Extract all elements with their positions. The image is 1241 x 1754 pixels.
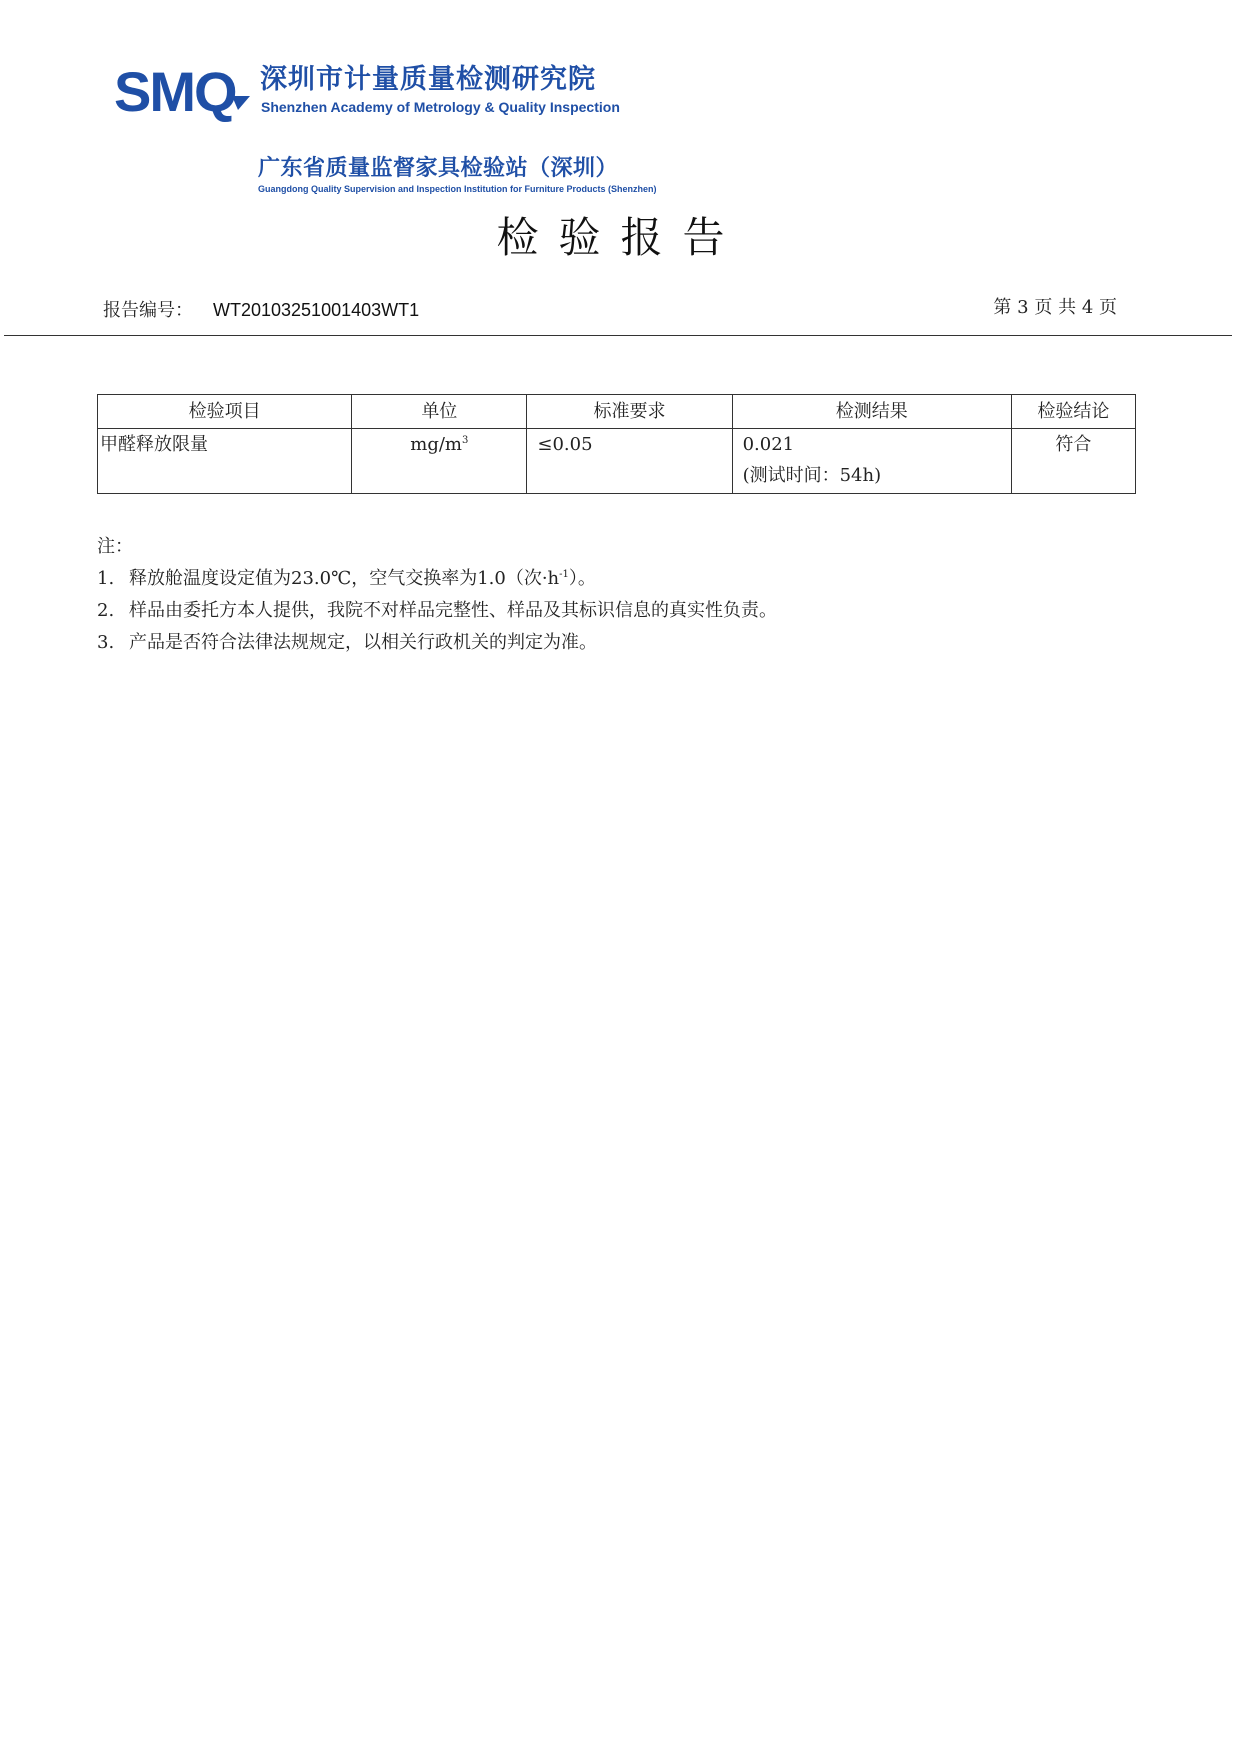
column-header-unit: 单位 bbox=[352, 395, 527, 429]
report-number-value: WT20103251001403WT1 bbox=[213, 300, 420, 320]
notes-section bbox=[97, 531, 1097, 659]
notes-heading: 注： bbox=[97, 536, 133, 557]
column-header-item: 检验项目 bbox=[98, 395, 352, 429]
note-number: 1. bbox=[97, 568, 115, 589]
results-table bbox=[97, 394, 1136, 494]
page-prefix: 第 bbox=[993, 297, 1012, 318]
unit-base: mg/m bbox=[410, 434, 462, 455]
note-item bbox=[97, 563, 1097, 595]
page-total: 4 bbox=[1081, 297, 1094, 318]
table-row bbox=[98, 429, 1136, 494]
result-value: 0.021 bbox=[742, 434, 795, 455]
unit-exponent: 3 bbox=[461, 435, 469, 446]
table-header-row bbox=[98, 395, 1136, 429]
column-header-result: 检测结果 bbox=[732, 395, 1011, 429]
cell-result bbox=[732, 429, 1011, 494]
page-mid: 页 共 bbox=[1034, 297, 1077, 318]
cell-item bbox=[98, 429, 352, 494]
station-logo bbox=[258, 156, 657, 195]
station-name-en: Guangdong Quality Supervision and Inspection Institution for Furniture Products (Shenzhen) bbox=[258, 184, 657, 194]
report-number-row bbox=[103, 298, 419, 323]
item-name: 甲醛释放限量 bbox=[100, 434, 208, 455]
note-text-end: ）。 bbox=[568, 568, 596, 589]
conclusion-value: 符合 bbox=[1055, 434, 1092, 455]
unit-value bbox=[352, 429, 526, 460]
cell-unit bbox=[352, 429, 527, 494]
note-item bbox=[97, 595, 1097, 627]
report-number-label: 报告编号： bbox=[103, 300, 193, 321]
page-current: 3 bbox=[1017, 297, 1029, 318]
note-item bbox=[97, 627, 1097, 659]
institute-logo bbox=[114, 62, 634, 124]
note-text: 产品是否符合法律法规规定，以相关行政机关的判定为准。 bbox=[129, 632, 597, 653]
note-exponent: -1 bbox=[559, 569, 569, 580]
result-note: (测试时间：54h) bbox=[742, 465, 882, 486]
column-header-conclusion: 检验结论 bbox=[1011, 395, 1135, 429]
cell-requirement bbox=[527, 429, 732, 494]
requirement-value: ≤0.05 bbox=[537, 434, 593, 455]
document-title: 检验报告 bbox=[496, 213, 745, 262]
cell-conclusion bbox=[1011, 429, 1135, 494]
speech-bubble-tail-icon bbox=[232, 96, 250, 110]
page-indicator bbox=[993, 296, 1117, 320]
header-divider bbox=[4, 335, 1232, 336]
station-name-cn: 广东省质量监督家具检验站（深圳） bbox=[258, 156, 619, 181]
note-text: 样品由委托方本人提供，我院不对样品完整性、样品及其标识信息的真实性负责。 bbox=[129, 600, 777, 621]
note-number: 3. bbox=[97, 632, 115, 653]
smq-logo-mark: SMQ bbox=[114, 60, 236, 123]
institute-name-cn: 深圳市计量质量检测研究院 bbox=[260, 64, 596, 95]
column-header-requirement: 标准要求 bbox=[527, 395, 732, 429]
note-text: 释放舱温度设定值为23.0℃，空气交换率为1.0（次·h bbox=[129, 568, 560, 589]
institute-name-en: Shenzhen Academy of Metrology & Quality Inspection bbox=[261, 99, 620, 115]
page-suffix: 页 bbox=[1099, 297, 1117, 318]
note-number: 2. bbox=[97, 600, 115, 621]
